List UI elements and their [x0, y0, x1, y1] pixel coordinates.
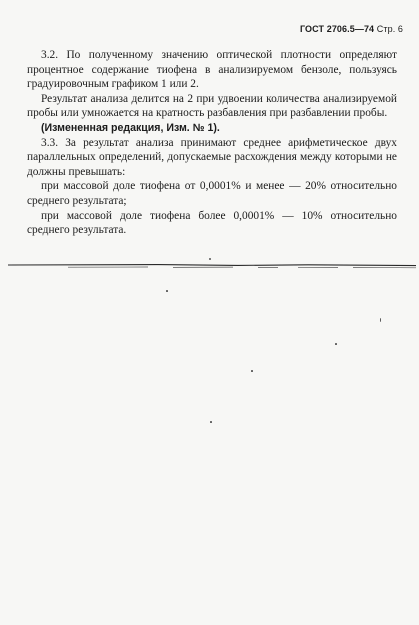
document-body — [27, 48, 397, 238]
page-number: Стр. 6 — [376, 24, 403, 34]
scan-speck — [380, 318, 381, 322]
amendment-note: (Измененная редакция, Изм. № 1). — [41, 121, 220, 134]
paragraph-3-3: 3.3. За результат анализа принимают среднее арифметическое двух параллельных определений, допускаемые расхождения между которыми не должны превышать: — [27, 136, 397, 178]
paragraph-3-2: 3.2. По полученному значению оптической плотности определяют процентное содержание тиофена в анализируемом бензоле, пользуясь градуировочным графиком 1 или 2. — [27, 49, 397, 91]
tolerance-high-concentration: при массовой доле тиофена более 0,0001% — 10% относительно среднего результата. — [27, 209, 397, 237]
scan-speck — [251, 370, 253, 372]
tolerance-low-concentration: при массовой доле тиофена от 0,0001% и менее — 20% относительно среднего результата; — [27, 180, 397, 207]
paragraph-result-division: Результат анализа делится на 2 при удвоении количества анализируемой пробы или умножается на кратность разбавления при разбавлении пробы. — [27, 92, 397, 120]
page-header — [300, 24, 403, 34]
scan-speck — [335, 343, 337, 345]
scan-speck — [209, 258, 211, 260]
scan-speck — [210, 421, 212, 423]
scan-speck — [166, 290, 168, 292]
end-of-section-rule — [8, 262, 416, 270]
standard-number: ГОСТ 2706.5—74 — [299, 24, 375, 34]
